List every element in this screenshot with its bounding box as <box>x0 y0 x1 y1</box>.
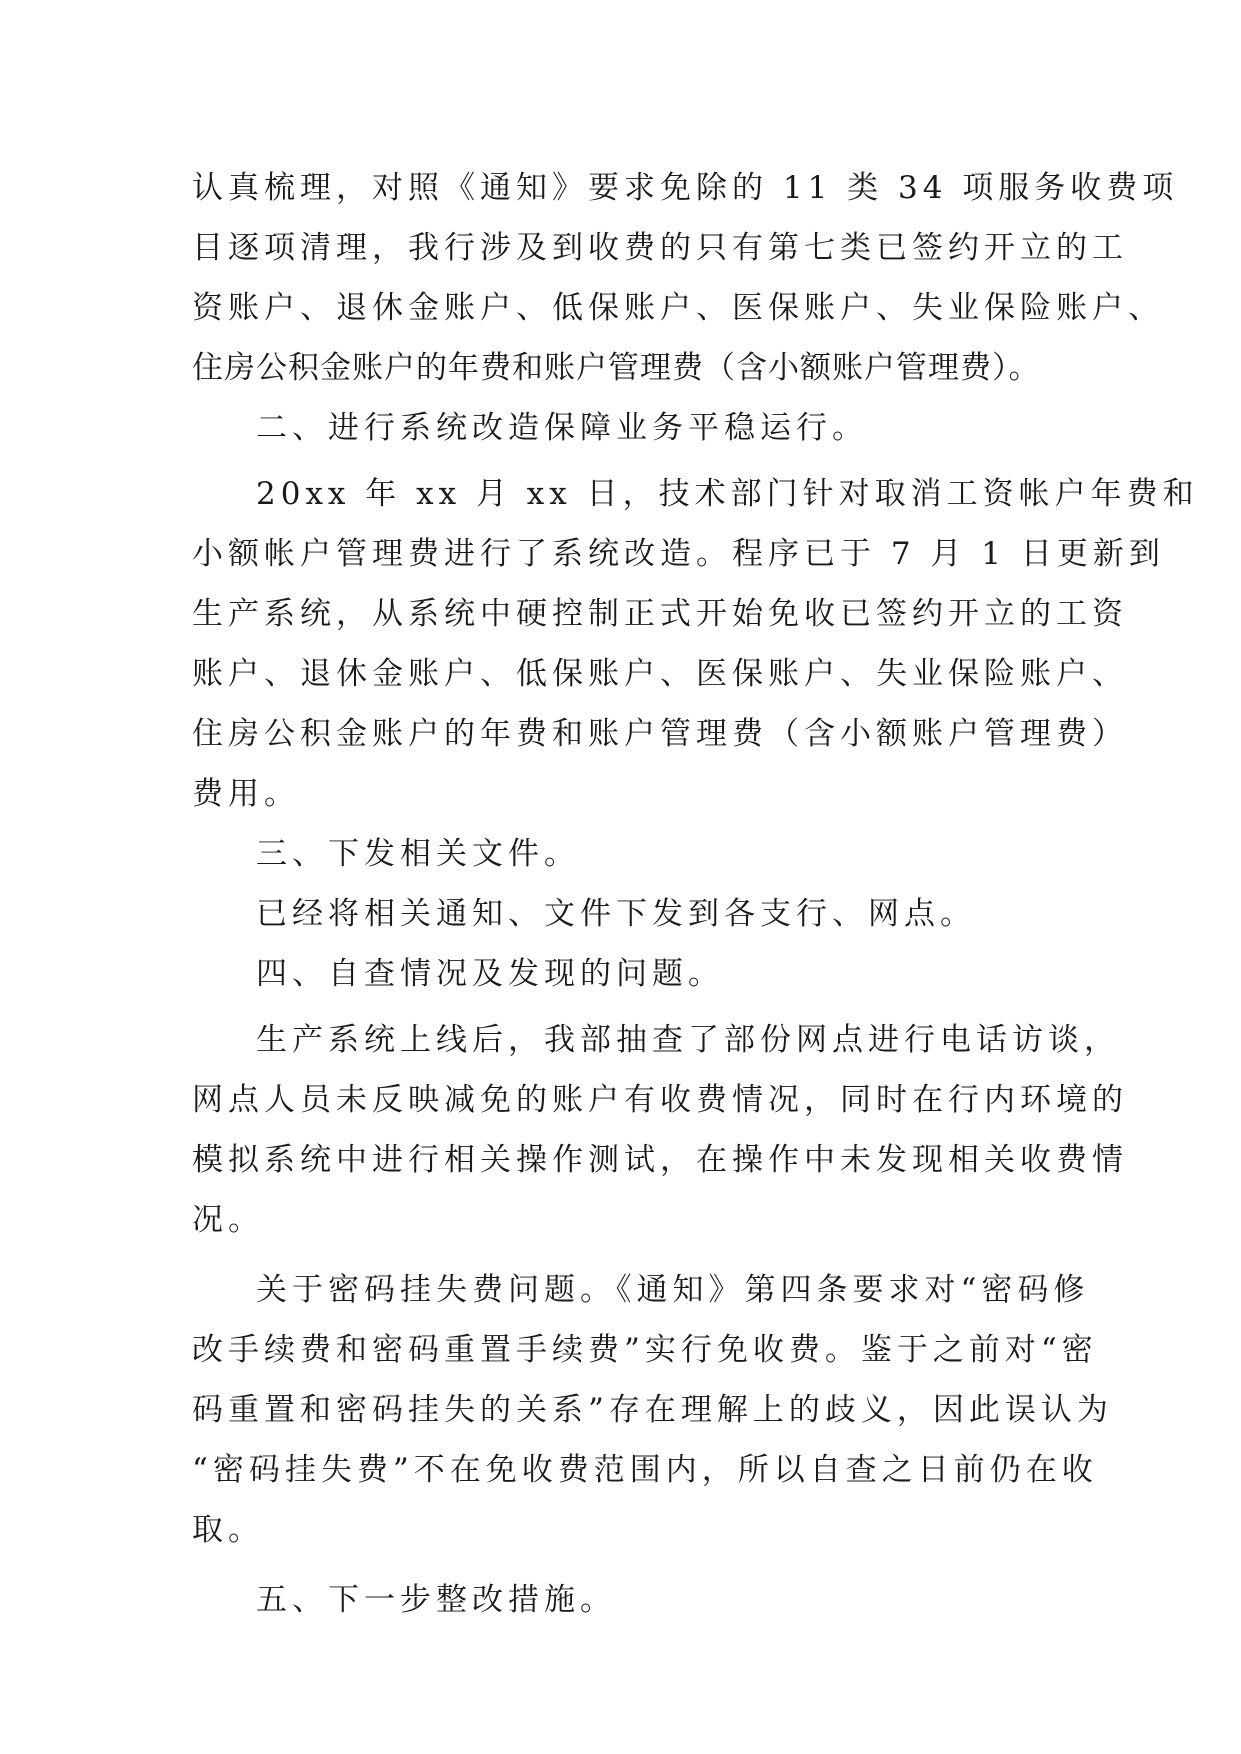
paragraph-5-line-4: “密码挂失费”不在免收费范围内，所以自查之日前仍在收 <box>192 1452 1098 1488</box>
paragraph-2-line-4: 账户、退休金账户、低保账户、医保账户、失业保险账户、 <box>192 656 1128 692</box>
section-heading-2: 二、进行系统改造保障业务平稳运行。 <box>256 410 868 446</box>
paragraph-2-line-6: 费用。 <box>192 776 300 812</box>
paragraph-1-line-4: 住房公积金账户的年费和账户管理费（含小额账户管理费）。 <box>192 350 1041 386</box>
paragraph-1-line-3: 资账户、退休金账户、低保账户、医保账户、失业保险账户、 <box>192 290 1164 326</box>
paragraph-4-line-1: 生产系统上线后，我部抽查了部份网点进行电话访谈， <box>256 1022 1120 1058</box>
paragraph-1-line-1: 认真梳理，对照《通知》要求免除的 11 类 34 项服务收费项 <box>192 170 1179 206</box>
paragraph-5-line-5: 取。 <box>192 1512 264 1548</box>
section-heading-4: 四、自查情况及发现的问题。 <box>256 956 724 992</box>
section-heading-3: 三、下发相关文件。 <box>256 836 580 872</box>
paragraph-2-line-3: 生产系统，从系统中硬控制正式开始免收已签约开立的工资 <box>192 596 1128 632</box>
paragraph-4-line-2: 网点人员未反映减免的账户有收费情况，同时在行内环境的 <box>192 1082 1128 1118</box>
paragraph-2-line-2: 小额帐户管理费进行了系统改造。程序已于 7 月 1 日更新到 <box>192 536 1165 572</box>
paragraph-5-line-1: 关于密码挂失费问题。《通知》第四条要求对“密码修 <box>256 1272 1090 1308</box>
paragraph-2-line-5: 住房公积金账户的年费和账户管理费（含小额账户管理费） <box>192 716 1128 752</box>
paragraph-4-line-3: 模拟系统中进行相关操作测试，在操作中未发现相关收费情 <box>192 1142 1128 1178</box>
document-body <box>192 158 1199 1630</box>
paragraph-2-line-1: 20xx 年 xx 月 xx 日，技术部门针对取消工资帐户年费和 <box>256 476 1199 512</box>
section-heading-5: 五、下一步整改措施。 <box>256 1582 616 1618</box>
paragraph-1-line-2: 目逐项清理，我行涉及到收费的只有第七类已签约开立的工 <box>192 230 1128 266</box>
paragraph-3-line-1: 已经将相关通知、文件下发到各支行、网点。 <box>256 896 976 932</box>
paragraph-5-line-3: 码重置和密码挂失的关系”存在理解上的歧义，因此误认为 <box>192 1392 1113 1428</box>
paragraph-5-line-2: 改手续费和密码重置手续费”实行免收费。鉴于之前对“密 <box>192 1332 1098 1368</box>
paragraph-4-line-4: 况。 <box>192 1202 264 1238</box>
